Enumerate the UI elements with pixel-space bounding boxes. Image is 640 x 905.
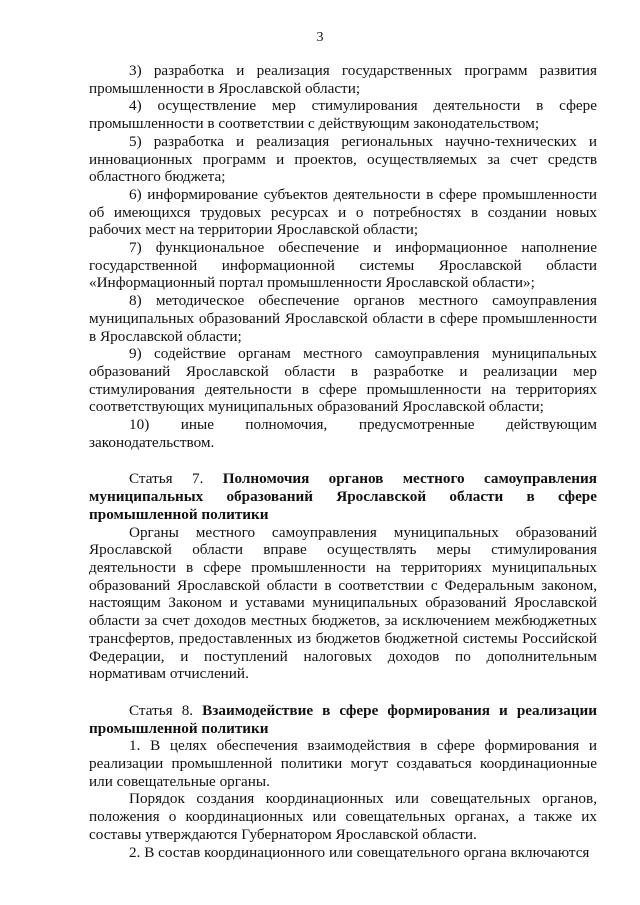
article-8-paragraph-3: 2. В состав координационного или совещательного органа включаются — [129, 843, 590, 861]
clause-5: 5) разработка и реализация региональных научно-технических и инновационных программ и проектов, осуществляемых за счет средств областного бюджета; — [89, 132, 597, 186]
clause-4: 4) осуществление мер стимулирования деятельности в сфере промышленности в соответствии с действующим законодательством; — [89, 97, 597, 133]
article-8-paragraph-1: 1. В целях обеспечения взаимодействия в сфере формирования и реализации промышленной политики могут создаваться координационные или совещательные органы. — [89, 737, 597, 790]
clause-9: 9) содействие органам местного самоуправления муниципальных образований Ярославской области в разработке и реализации мер стимулирования деятельности в сфере промышленности на территориях соответствующих муниципальных образований Ярославской области; — [89, 345, 597, 416]
clause-8: 8) методическое обеспечение органов местного самоуправления муниципальных образований Ярославской области в сфере промышленности в Ярославской области; — [89, 292, 597, 345]
page-number: 3 — [316, 30, 324, 45]
clause-6: 6) информирование субъектов деятельности в сфере промышленности об имеющихся трудовых ресурсах и о потребностях в создании новых рабочих мест на территории Ярославской области; — [89, 185, 597, 239]
article-8-heading — [89, 702, 597, 737]
section-gap — [89, 451, 597, 470]
clause-7: 7) функциональное обеспечение и информационное наполнение государственной информационной системы Ярославской области «Информационный портал промышленности Ярославской области»; — [89, 239, 597, 292]
article-7-title: Полномочия органов местного самоуправления муниципальных образований Ярославской области в сфере промышленной политики — [89, 470, 597, 523]
document-body — [89, 62, 597, 861]
article-8-paragraph-2: Порядок создания координационных или совещательных органов, положения о координационных или совещательных органах, а также их составы утверждаются Губернатором Ярославской области. — [89, 790, 597, 843]
article-7-prefix: Статья 7. — [129, 470, 223, 488]
article-7-heading — [89, 470, 597, 523]
clause-10: 10) иные полномочия, предусмотренные действующим законодательством. — [89, 416, 597, 451]
clause-3: 3) разработка и реализация государственных программ развития промышленности в Ярославской области; — [89, 62, 597, 97]
section-gap — [89, 683, 597, 702]
article-8-prefix: Статья 8. — [129, 701, 203, 719]
article-8-title: Взаимодействие в сфере формирования и реализации промышленной политики — [89, 701, 597, 737]
article-7-text: Органы местного самоуправления муниципальных образований Ярославской области вправе осуществлять меры стимулирования деятельности в сфере промышленности на территориях муниципальных образований Ярославской области в соответствии с Федеральным законом, настоящим Законом и уставами муниципальных образований Ярославской области за счет доходов местных бюджетов, за исключением межбюджетных трансфертов, предоставленных из бюджетов бюджетной системы Российской Федерации, и поступлений налоговых доходов по дополнительным нормативам отчислений. — [89, 523, 597, 683]
